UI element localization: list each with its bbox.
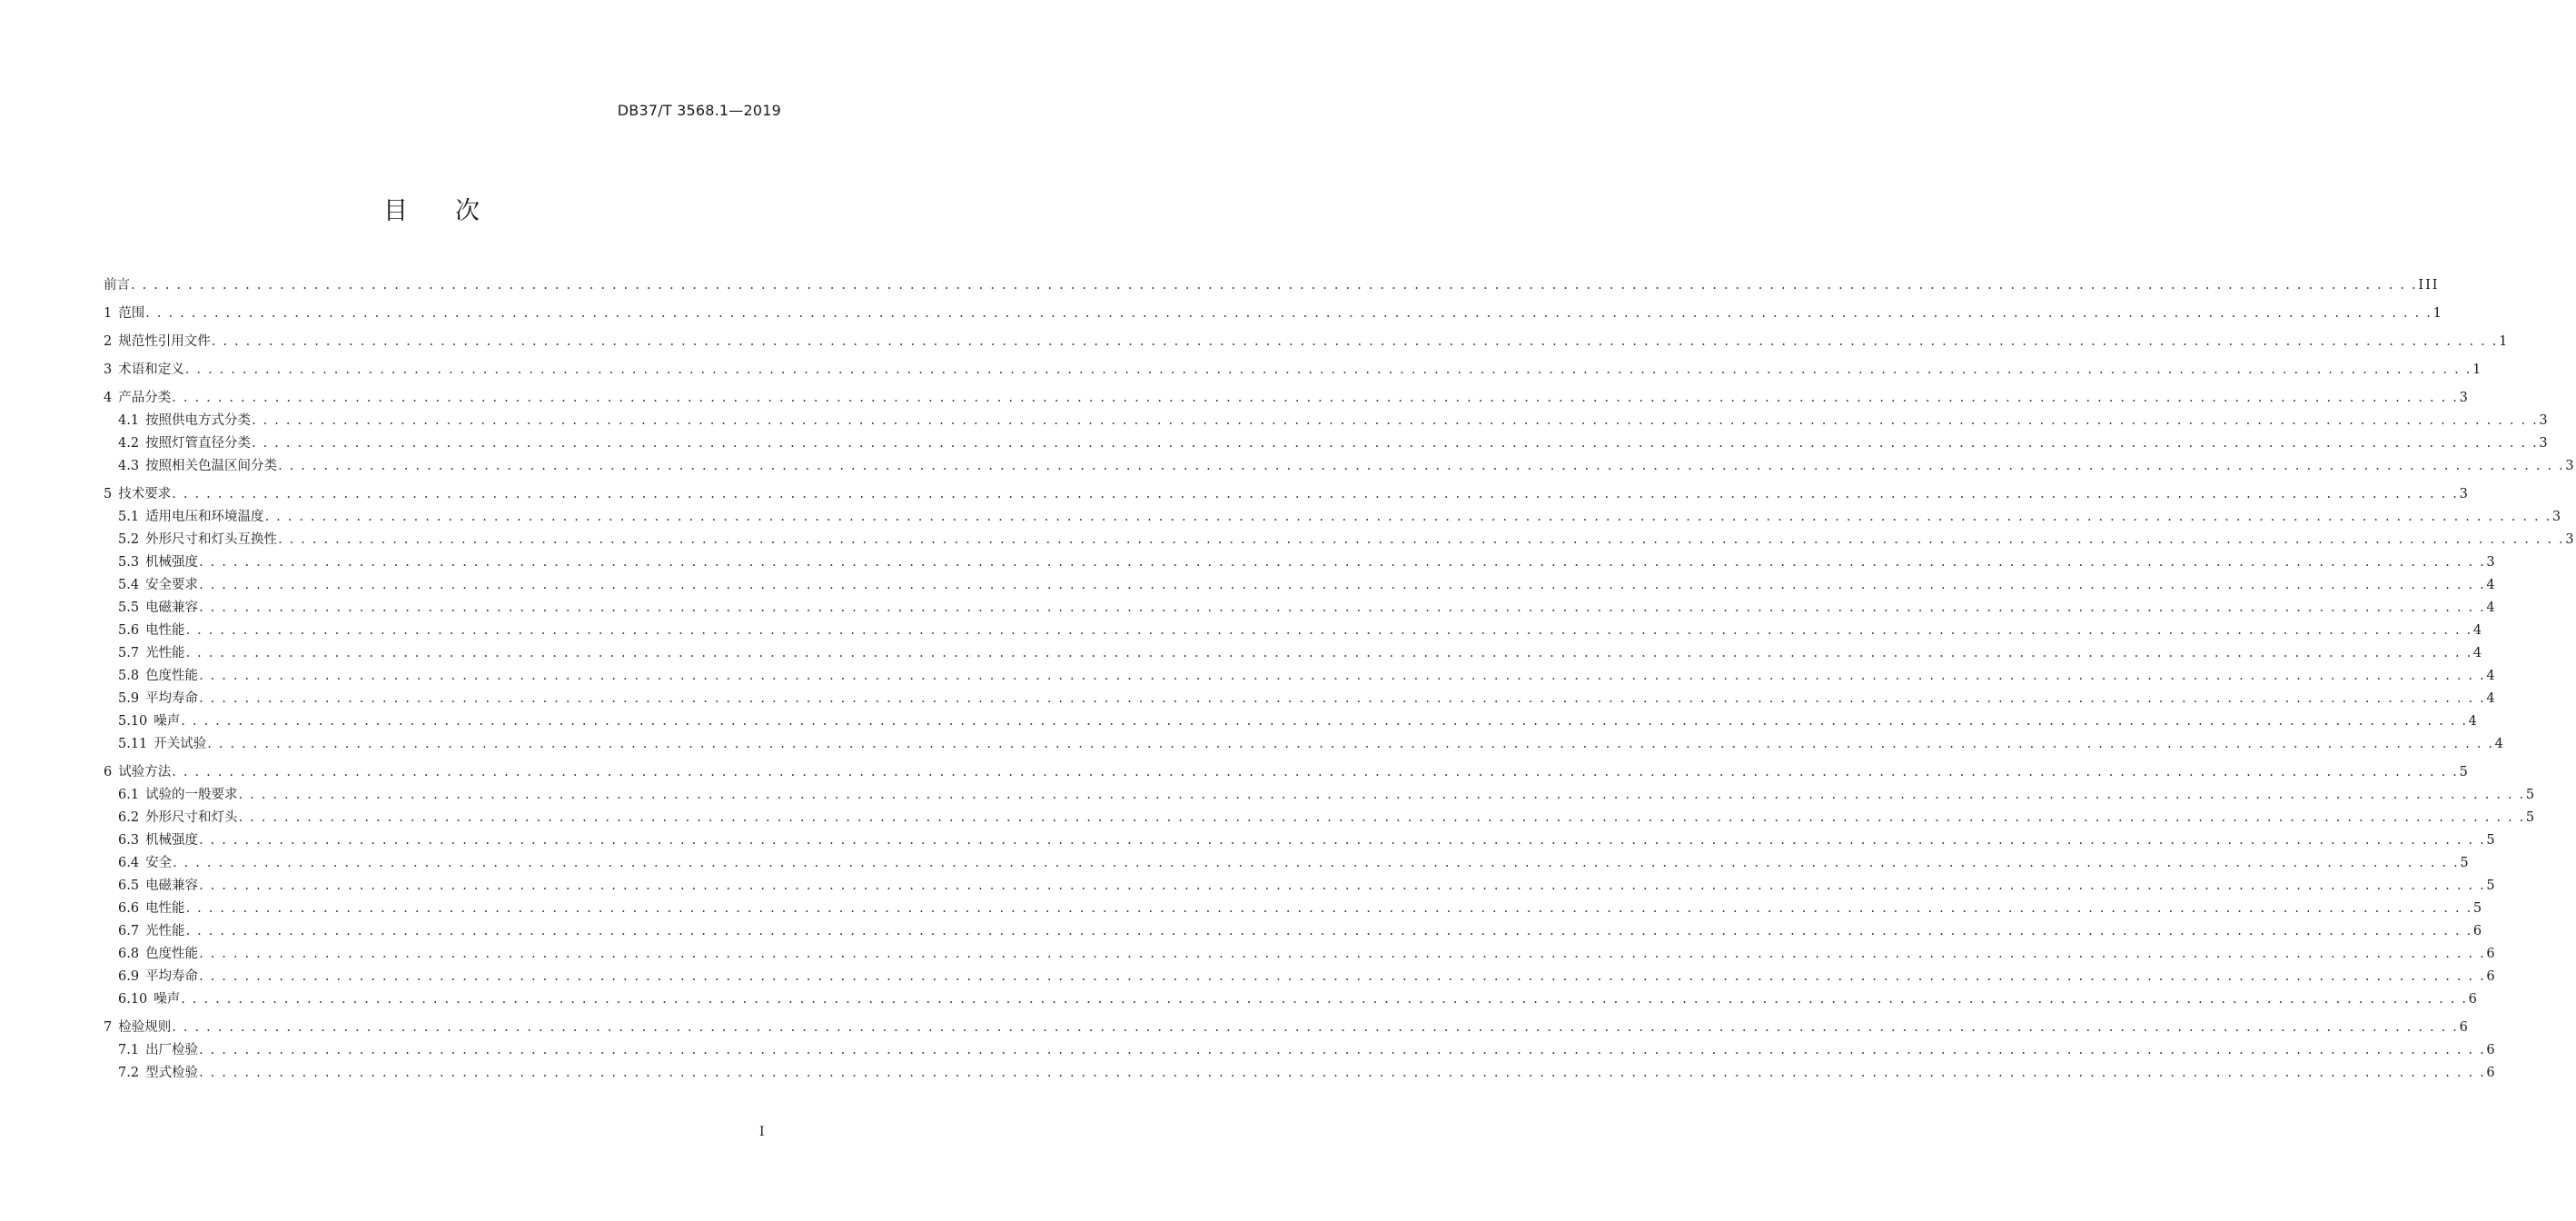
toc-entry-page: 3 (2565, 459, 2576, 473)
toc-entry-page: 4 (2472, 623, 2484, 638)
toc-dot-leader: . . . . . . . . . . . . . . . . . . . . . . . . . . . . . . . . . . . . . . . . . . . . . . . . . . . . . . . . . . . . . . . . . . . . . . . . . . . . . . . . . . . . . . . . . . . . . . . . . . . . . . . . . . . . . . . . . . . . . . . . . . . . . . . . . . . . . . . . . . . . . . . . . . . . . . . . . . . . . . . . . . . . . . . . . . . . . . . . . . . . . . . . . . . . . . . . . . . . . . . . (181, 714, 2468, 729)
toc-entry-label: 规范性引用文件 (118, 334, 211, 349)
toc-entry[interactable] (104, 761, 2470, 784)
toc-entry-number: 5.6 (118, 623, 140, 638)
toc-dot-leader: . . . . . . . . . . . . . . . . . . . . . . . . . . . . . . . . . . . . . . . . . . . . . . . . . . . . . . . . . . . . . . . . . . . . . . . . . . . . . . . . . . . . . . . . . . . . . . . . . . . . . . . . . . . . . . . . . . . . . . . . . . . . . . . . . . . . . . . . . . . . . . . . . . . . . . . . . . . . . . . . . . . . . . . . . . . . . . . . . . . . . . . . . . . . . . . . . . . . . . . . (207, 737, 2494, 751)
toc-entry-page: 1 (2472, 362, 2483, 377)
toc-entry[interactable] (104, 620, 2484, 642)
toc-entry-number: 7 (104, 1020, 113, 1035)
toc-entry-number: 6.3 (118, 833, 140, 848)
toc-entry-title (118, 688, 198, 710)
toc-entry[interactable] (104, 359, 2483, 382)
toc-entry[interactable] (104, 455, 2576, 478)
toc-entry-page: 1 (2432, 306, 2443, 321)
toc-dot-leader: . . . . . . . . . . . . . . . . . . . . . . . . . . . . . . . . . . . . . . . . . . . . . . . . . . . . . . . . . . . . . . . . . . . . . . . . . . . . . . . . . . . . . . . . . . . . . . . . . . . . . . . . . . . . . . . . . . . . . . . . . . . . . . . . . . . . . . . . . . . . . . . . . . . . . . . . . . . . . . . . . . . . . . . . . . . . . . . . . . . . . . . . . . . . . . . . . . . . . . . . (185, 901, 2472, 916)
toc-entry-page: 3 (2459, 391, 2470, 405)
toc-entry-page: 6 (2468, 992, 2479, 1007)
toc-dot-leader: . . . . . . . . . . . . . . . . . . . . . . . . . . . . . . . . . . . . . . . . . . . . . . . . . . . . . . . . . . . . . . . . . . . . . . . . . . . . . . . . . . . . . . . . . . . . . . . . . . . . . . . . . . . . . . . . . . . . . . . . . . . . . . . . . . . . . . . . . . . . . . . . . . . . . . . . . . . . . . . . . . . . . . . . . . . . . . . . . . . . . . . . . . . . . . . . . . . . . . . . (173, 856, 2460, 870)
toc-entry-label: 产品分类 (118, 391, 172, 405)
toc-entry-label: 电磁兼容 (145, 879, 199, 893)
toc-entry-page: 5 (2460, 856, 2471, 870)
toc-title-char-1: 目 (383, 197, 408, 225)
toc-entry-page: 4 (2486, 669, 2497, 683)
toc-entry-page: 4 (2486, 578, 2497, 592)
toc-entry[interactable] (104, 920, 2484, 943)
toc-entry-title (118, 807, 238, 829)
toc-entry-label: 机械强度 (145, 555, 199, 570)
toc-entry[interactable] (104, 733, 2505, 756)
toc-dot-leader: . . . . . . . . . . . . . . . . . . . . . . . . . . . . . . . . . . . . . . . . . . . . . . . . . . . . . . . . . . . . . . . . . . . . . . . . . . . . . . . . . . . . . . . . . . . . . . . . . . . . . . . . . . . . . . . . . . . . . . . . . . . . . . . . . . . . . . . . . . . . . . . . . . . . . . . . . . . . . . . . . . . . . . . . . . . . . . . . . . . . . . . . . . . . . . . . . . . . . . . . (199, 669, 2486, 683)
toc-dot-leader: . . . . . . . . . . . . . . . . . . . . . . . . . . . . . . . . . . . . . . . . . . . . . . . . . . . . . . . . . . . . . . . . . . . . . . . . . . . . . . . . . . . . . . . . . . . . . . . . . . . . . . . . . . . . . . . . . . . . . . . . . . . . . . . . . . . . . . . . . . . . . . . . . . . . . . . . . . . . . . . . . . . . . . . . . . . . . . . . . . . . . . . . . . . . . . . . . . . . . . . . (172, 765, 2459, 779)
toc-entry[interactable] (104, 943, 2497, 966)
toc-entry-title (118, 551, 198, 574)
toc-entry-label: 安全要求 (145, 578, 199, 592)
toc-entry[interactable] (104, 898, 2484, 920)
toc-entry-title (118, 620, 185, 642)
toc-entry-number: 6.8 (118, 947, 140, 961)
toc-dot-leader: . . . . . . . . . . . . . . . . . . . . . . . . . . . . . . . . . . . . . . . . . . . . . . . . . . . . . . . . . . . . . . . . . . . . . . . . . . . . . . . . . . . . . . . . . . . . . . . . . . . . . . . . . . . . . . . . . . . . . . . . . . . . . . . . . . . . . . . . . . . . . . . . . . . . . . . . . . . . . . . . . . . . . . . . . . . . . . . . . . . . . . . . . . . . . . . . . . . . . . . . (181, 992, 2468, 1007)
toc-entry-page: 3 (2551, 510, 2563, 524)
toc-entry-page: 5 (2472, 901, 2484, 916)
toc-entry-label: 术语和定义 (118, 362, 184, 377)
toc-entry-label: 试验的一般要求 (145, 788, 238, 802)
toc-entry-number: 6.9 (118, 969, 140, 984)
toc-entry-page: 4 (2494, 737, 2505, 751)
toc-dot-leader: . . . . . . . . . . . . . . . . . . . . . . . . . . . . . . . . . . . . . . . . . . . . . . . . . . . . . . . . . . . . . . . . . . . . . . . . . . . . . . . . . . . . . . . . . . . . . . . . . . . . . . . . . . . . . . . . . . . . . . . . . . . . . . . . . . . . . . . . . . . . . . . . . . . . . . . . . . . . . . . . . . . . . . . . . . . . . . . . . . . . . . . . . . . . . . . . . . . . . . . . (145, 306, 2432, 321)
toc-entry-number: 4.1 (118, 413, 140, 428)
toc-dot-leader: . . . . . . . . . . . . . . . . . . . . . . . . . . . . . . . . . . . . . . . . . . . . . . . . . . . . . . . . . . . . . . . . . . . . . . . . . . . . . . . . . . . . . . . . . . . . . . . . . . . . . . . . . . . . . . . . . . . . . . . . . . . . . . . . . . . . . . . . . . . . . . . . . . . . . . . . . . . . . . . . . . . . . . . . . . . . . . . . . . . . . . . . . . . . . . . . . . . . . . . . (199, 578, 2486, 592)
toc-entry-page: 6 (2459, 1020, 2470, 1035)
toc-entry[interactable] (104, 665, 2497, 688)
toc-entry-number: 5.8 (118, 669, 140, 683)
toc-entry[interactable] (104, 1017, 2470, 1039)
toc-dot-leader: . . . . . . . . . . . . . . . . . . . . . . . . . . . . . . . . . . . . . . . . . . . . . . . . . . . . . . . . . . . . . . . . . . . . . . . . . . . . . . . . . . . . . . . . . . . . . . . . . . . . . . . . . . . . . . . . . . . . . . . . . . . . . . . . . . . . . . . . . . . . . . . . . . . . . . . . . . . . . . . . . . . . . . . . . . . . . . . . . . . . . . . . . . . . . . . . . . . . . . . . (264, 510, 2551, 524)
toc-entry-title (104, 274, 130, 297)
toc-entry-page: 4 (2486, 691, 2497, 706)
toc-entry[interactable] (104, 710, 2479, 733)
toc-entry[interactable] (104, 807, 2537, 829)
toc-entry-page: 3 (2486, 555, 2497, 570)
toc-entry-label: 开关试验 (154, 737, 207, 751)
toc-dot-leader: . . . . . . . . . . . . . . . . . . . . . . . . . . . . . . . . . . . . . . . . . . . . . . . . . . . . . . . . . . . . . . . . . . . . . . . . . . . . . . . . . . . . . . . . . . . . . . . . . . . . . . . . . . . . . . . . . . . . . . . . . . . . . . . . . . . . . . . . . . . . . . . . . . . . . . . . . . . . . . . . . . . . . . . . . . . . . . . . . . . . . . . . . . . . . . . . . . . . . . . . (199, 601, 2486, 615)
toc-entry-number: 5.3 (118, 555, 140, 570)
toc-title-char-2: 次 (455, 197, 480, 225)
toc-dot-leader: . . . . . . . . . . . . . . . . . . . . . . . . . . . . . . . . . . . . . . . . . . . . . . . . . . . . . . . . . . . . . . . . . . . . . . . . . . . . . . . . . . . . . . . . . . . . . . . . . . . . . . . . . . . . . . . . . . . . . . . . . . . . . . . . . . . . . . . . . . . . . . . . . . . . . . . . . . . . . . . . . . . . . . . . . . . . . . . . . . . . . . . . . . . . . . . . . . . . . . . . (172, 1020, 2459, 1035)
toc-entry-title (118, 529, 277, 551)
toc-entry-label: 适用电压和环境温度 (145, 510, 264, 524)
toc-entry-label: 按照供电方式分类 (145, 413, 252, 428)
toc-dot-leader: . . . . . . . . . . . . . . . . . . . . . . . . . . . . . . . . . . . . . . . . . . . . . . . . . . . . . . . . . . . . . . . . . . . . . . . . . . . . . . . . . . . . . . . . . . . . . . . . . . . . . . . . . . . . . . . . . . . . . . . . . . . . . . . . . . . . . . . . . . . . . . . . . . . . . . . . . . . . . . . . . . . . . . . . . . . . . . . . . . . . . . . . . . . . . . . . . . . . . . . . (199, 879, 2486, 893)
toc-entry[interactable] (104, 597, 2497, 620)
toc-entry-label: 检验规则 (118, 1020, 172, 1035)
toc-entry-label: 机械强度 (145, 833, 199, 848)
toc-entry-label: 噪声 (154, 992, 181, 1007)
toc-entry-page: 4 (2486, 601, 2497, 615)
toc-entry-title (118, 920, 185, 943)
toc-dot-leader: . . . . . . . . . . . . . . . . . . . . . . . . . . . . . . . . . . . . . . . . . . . . . . . . . . . . . . . . . . . . . . . . . . . . . . . . . . . . . . . . . . . . . . . . . . . . . . . . . . . . . . . . . . . . . . . . . . . . . . . . . . . . . . . . . . . . . . . . . . . . . . . . . . . . . . . . . . . . . . . . . . . . . . . . . . . . . . . . . . . . . . . . . . . . . . . . . . . . . . . . (199, 691, 2486, 706)
toc-dot-leader: . . . . . . . . . . . . . . . . . . . . . . . . . . . . . . . . . . . . . . . . . . . . . . . . . . . . . . . . . . . . . . . . . . . . . . . . . . . . . . . . . . . . . . . . . . . . . . . . . . . . . . . . . . . . . . . . . . . . . . . . . . . . . . . . . . . . . . . . . . . . . . . . . . . . . . . . . . . . . . . . . . . . . . . . . . . . . . . . . . . . . . . . . . . . . . . . . . . . . . . . (199, 1043, 2486, 1057)
toc-dot-leader: . . . . . . . . . . . . . . . . . . . . . . . . . . . . . . . . . . . . . . . . . . . . . . . . . . . . . . . . . . . . . . . . . . . . . . . . . . . . . . . . . . . . . . . . . . . . . . . . . . . . . . . . . . . . . . . . . . . . . . . . . . . . . . . . . . . . . . . . . . . . . . . . . . . . . . . . . . . . . . . . . . . . . . . . . . . . . . . . . . . . . . . . . . . . . . . . . . . . . . . . (199, 1066, 2486, 1080)
toc-entry-title (118, 597, 198, 620)
toc-entry-number: 6.10 (118, 992, 148, 1007)
toc-entry[interactable] (104, 410, 2550, 432)
toc-entry-number: 5.10 (118, 714, 148, 729)
toc-entry-label: 范围 (118, 306, 145, 321)
toc-dot-leader: . . . . . . . . . . . . . . . . . . . . . . . . . . . . . . . . . . . . . . . . . . . . . . . . . . . . . . . . . . . . . . . . . . . . . . . . . . . . . . . . . . . . . . . . . . . . . . . . . . . . . . . . . . . . . . . . . . . . . . . . . . . . . . . . . . . . . . . . . . . . . . . . . . . . . . . . . . . . . . . . . . . . . . . . . . . . . . . . . . . . . . . . . . . . . . . . . . . . . . . . (211, 334, 2499, 349)
toc-entry-number: 5.5 (118, 601, 140, 615)
toc-dot-leader: . . . . . . . . . . . . . . . . . . . . . . . . . . . . . . . . . . . . . . . . . . . . . . . . . . . . . . . . . . . . . . . . . . . . . . . . . . . . . . . . . . . . . . . . . . . . . . . . . . . . . . . . . . . . . . . . . . . . . . . . . . . . . . . . . . . . . . . . . . . . . . . . . . . . . . . . . . . . . . . . . . . . . . . . . . . . . . . . . . . . . . . . . . . . . . . . . . . . . . . . (185, 623, 2472, 638)
toc-entry-page: 4 (2472, 646, 2484, 660)
toc-dot-leader: . . . . . . . . . . . . . . . . . . . . . . . . . . . . . . . . . . . . . . . . . . . . . . . . . . . . . . . . . . . . . . . . . . . . . . . . . . . . . . . . . . . . . . . . . . . . . . . . . . . . . . . . . . . . . . . . . . . . . . . . . . . . . . . . . . . . . . . . . . . . . . . . . . . . . . . . . . . . . . . . . . . . . . . . . . . . . . . . . . . . . . . . . . . . . . . . . . . . . . . . (199, 947, 2486, 961)
toc-dot-leader: . . . . . . . . . . . . . . . . . . . . . . . . . . . . . . . . . . . . . . . . . . . . . . . . . . . . . . . . . . . . . . . . . . . . . . . . . . . . . . . . . . . . . . . . . . . . . . . . . . . . . . . . . . . . . . . . . . . . . . . . . . . . . . . . . . . . . . . . . . . . . . . . . . . . . . . . . . . . . . . . . . . . . . . . . . . . . . . . . . . . . . . . . . . . . . . . . . . . . . . . (185, 646, 2472, 660)
toc-entry-title (118, 733, 206, 756)
toc-entry-page: III (2418, 278, 2440, 293)
toc-entry-title (118, 875, 198, 898)
toc-entry-number: 6.4 (118, 856, 140, 870)
toc-entry-label: 按照相关色温区间分类 (145, 459, 278, 473)
toc-entry[interactable] (104, 688, 2497, 710)
toc-entry-title (118, 432, 251, 455)
toc-dot-leader: . . . . . . . . . . . . . . . . . . . . . . . . . . . . . . . . . . . . . . . . . . . . . . . . . . . . . . . . . . . . . . . . . . . . . . . . . . . . . . . . . . . . . . . . . . . . . . . . . . . . . . . . . . . . . . . . . . . . . . . . . . . . . . . . . . . . . . . . . . . . . . . . . . . . . . . . . . . . . . . . . . . . . . . . . . . . . . . . . . . . . . . . . . . . . . . . . . . . . . . . (238, 810, 2525, 825)
toc-entry[interactable] (104, 303, 2443, 325)
toc-entry-label: 平均寿命 (145, 969, 199, 984)
toc-entry-number: 6.7 (118, 924, 140, 938)
toc-entry-number: 5.2 (118, 532, 140, 547)
toc-entry-label: 色度性能 (145, 669, 199, 683)
toc-entry-label: 色度性能 (145, 947, 199, 961)
toc-entry-page: 6 (2472, 924, 2484, 938)
toc-entry-title (118, 506, 264, 529)
toc-entry-number: 5.4 (118, 578, 140, 592)
toc-entry-number: 6 (104, 765, 113, 779)
toc-entry-title (104, 303, 144, 325)
toc-entry-page: 5 (2486, 879, 2497, 893)
toc-entry-title (118, 943, 198, 966)
toc-entry-number: 2 (104, 334, 113, 349)
toc-entry-page: 3 (2565, 532, 2576, 547)
toc-entry[interactable] (104, 829, 2497, 852)
toc-entry[interactable] (104, 274, 2440, 297)
toc-entry-label: 平均寿命 (145, 691, 199, 706)
toc-entry[interactable] (104, 642, 2484, 665)
toc-entry-label: 电性能 (145, 623, 185, 638)
toc-entry-label: 型式检验 (145, 1066, 199, 1080)
toc-entry-page: 6 (2486, 947, 2497, 961)
toc-entry-title (118, 455, 277, 478)
toc-entry-label: 出厂检验 (145, 1043, 199, 1057)
toc-entry-page: 3 (2539, 436, 2550, 451)
toc-entry-title (118, 784, 238, 807)
toc-entry[interactable] (104, 506, 2563, 529)
toc-entry-title (118, 988, 180, 1011)
toc-entry-label: 电磁兼容 (145, 601, 199, 615)
toc-entry-title (104, 331, 211, 353)
toc-entry-page: 6 (2486, 1066, 2497, 1080)
toc-dot-leader: . . . . . . . . . . . . . . . . . . . . . . . . . . . . . . . . . . . . . . . . . . . . . . . . . . . . . . . . . . . . . . . . . . . . . . . . . . . . . . . . . . . . . . . . . . . . . . . . . . . . . . . . . . . . . . . . . . . . . . . . . . . . . . . . . . . . . . . . . . . . . . . . . . . . . . . . . . . . . . . . . . . . . . . . . . . . . . . . . . . . . . . . . . . . . . . . . . . . . . . . (131, 278, 2418, 293)
toc-entry-title (118, 966, 198, 988)
toc-dot-leader: . . . . . . . . . . . . . . . . . . . . . . . . . . . . . . . . . . . . . . . . . . . . . . . . . . . . . . . . . . . . . . . . . . . . . . . . . . . . . . . . . . . . . . . . . . . . . . . . . . . . . . . . . . . . . . . . . . . . . . . . . . . . . . . . . . . . . . . . . . . . . . . . . . . . . . . . . . . . . . . . . . . . . . . . . . . . . . . . . . . . . . . . . . . . . . . . . . . . . . . . (172, 391, 2459, 405)
toc-entry-label: 光性能 (145, 924, 185, 938)
toc-entry-number: 4 (104, 391, 113, 405)
document-code: DB37/T 3568.1—2019 (617, 102, 781, 119)
toc-dot-leader: . . . . . . . . . . . . . . . . . . . . . . . . . . . . . . . . . . . . . . . . . . . . . . . . . . . . . . . . . . . . . . . . . . . . . . . . . . . . . . . . . . . . . . . . . . . . . . . . . . . . . . . . . . . . . . . . . . . . . . . . . . . . . . . . . . . . . . . . . . . . . . . . . . . . . . . . . . . . . . . . . . . . . . . . . . . . . . . . . . . . . . . . . . . . . . . . . . . . . . . . (199, 969, 2486, 984)
toc-dot-leader: . . . . . . . . . . . . . . . . . . . . . . . . . . . . . . . . . . . . . . . . . . . . . . . . . . . . . . . . . . . . . . . . . . . . . . . . . . . . . . . . . . . . . . . . . . . . . . . . . . . . . . . . . . . . . . . . . . . . . . . . . . . . . . . . . . . . . . . . . . . . . . . . . . . . . . . . . . . . . . . . . . . . . . . . . . . . . . . . . . . . . . . . . . . . . . . . . . . . . . . . (184, 362, 2472, 377)
toc-entry-page: 5 (2525, 810, 2537, 825)
toc-entry-label: 噪声 (154, 714, 181, 729)
toc-entry[interactable] (104, 574, 2497, 597)
toc-entry-title (118, 852, 172, 875)
toc-entry-number: 5.1 (118, 510, 140, 524)
toc-entry-number: 1 (104, 306, 113, 321)
toc-entry-page: 4 (2468, 714, 2479, 729)
toc-entry[interactable] (104, 483, 2470, 506)
toc-entry-title (104, 359, 184, 382)
toc-entry-title (118, 1039, 198, 1062)
toc-entry[interactable] (104, 387, 2470, 410)
toc-entry-number: 7.1 (118, 1043, 140, 1057)
toc-entry-label: 光性能 (145, 646, 185, 660)
toc-entry-number: 6.2 (118, 810, 140, 825)
toc-entry-title (104, 761, 171, 784)
toc-dot-leader: . . . . . . . . . . . . . . . . . . . . . . . . . . . . . . . . . . . . . . . . . . . . . . . . . . . . . . . . . . . . . . . . . . . . . . . . . . . . . . . . . . . . . . . . . . . . . . . . . . . . . . . . . . . . . . . . . . . . . . . . . . . . . . . . . . . . . . . . . . . . . . . . . . . . . . . . . . . . . . . . . . . . . . . . . . . . . . . . . . . . . . . . . . . . . . . . . . . . . . . . (278, 532, 2565, 547)
toc-entry-page: 6 (2486, 969, 2497, 984)
toc-entry-page: 5 (2459, 765, 2470, 779)
toc-entry-title (118, 829, 198, 852)
toc-entry-title (118, 710, 180, 733)
toc-entry[interactable] (104, 432, 2550, 455)
toc-entry-label: 技术要求 (118, 487, 172, 501)
toc-entry[interactable] (104, 875, 2497, 898)
toc-entry[interactable] (104, 852, 2471, 875)
toc-entry-number: 6.5 (118, 879, 140, 893)
toc-entry-number: 6.1 (118, 788, 140, 802)
toc-entry-label: 电性能 (145, 901, 185, 916)
toc-entry-title (104, 1017, 171, 1039)
toc-entry-title (118, 898, 185, 920)
toc-dot-leader: . . . . . . . . . . . . . . . . . . . . . . . . . . . . . . . . . . . . . . . . . . . . . . . . . . . . . . . . . . . . . . . . . . . . . . . . . . . . . . . . . . . . . . . . . . . . . . . . . . . . . . . . . . . . . . . . . . . . . . . . . . . . . . . . . . . . . . . . . . . . . . . . . . . . . . . . . . . . . . . . . . . . . . . . . . . . . . . . . . . . . . . . . . . . . . . . . . . . . . . . (172, 487, 2459, 501)
toc-entry[interactable] (104, 529, 2576, 551)
toc-dot-leader: . . . . . . . . . . . . . . . . . . . . . . . . . . . . . . . . . . . . . . . . . . . . . . . . . . . . . . . . . . . . . . . . . . . . . . . . . . . . . . . . . . . . . . . . . . . . . . . . . . . . . . . . . . . . . . . . . . . . . . . . . . . . . . . . . . . . . . . . . . . . . . . . . . . . . . . . . . . . . . . . . . . . . . . . . . . . . . . . . . . . . . . . . . . . . . . . . . . . . . . . (185, 924, 2472, 938)
toc-entry-page: 5 (2486, 833, 2497, 848)
toc-entry-label: 试验方法 (118, 765, 172, 779)
toc-entry-number: 6.6 (118, 901, 140, 916)
toc-dot-leader: . . . . . . . . . . . . . . . . . . . . . . . . . . . . . . . . . . . . . . . . . . . . . . . . . . . . . . . . . . . . . . . . . . . . . . . . . . . . . . . . . . . . . . . . . . . . . . . . . . . . . . . . . . . . . . . . . . . . . . . . . . . . . . . . . . . . . . . . . . . . . . . . . . . . . . . . . . . . . . . . . . . . . . . . . . . . . . . . . . . . . . . . . . . . . . . . . . . . . . . . (278, 459, 2565, 473)
toc-entry-title (118, 410, 251, 432)
toc-entry-number: 3 (104, 362, 113, 377)
toc-title (0, 191, 863, 226)
toc-dot-leader: . . . . . . . . . . . . . . . . . . . . . . . . . . . . . . . . . . . . . . . . . . . . . . . . . . . . . . . . . . . . . . . . . . . . . . . . . . . . . . . . . . . . . . . . . . . . . . . . . . . . . . . . . . . . . . . . . . . . . . . . . . . . . . . . . . . . . . . . . . . . . . . . . . . . . . . . . . . . . . . . . . . . . . . . . . . . . . . . . . . . . . . . . . . . . . . . . . . . . . . . (199, 833, 2486, 848)
toc-entry-title (118, 642, 185, 665)
toc-entry-number: 5.7 (118, 646, 140, 660)
toc-entry[interactable] (104, 784, 2537, 807)
toc-entry-title (104, 483, 171, 506)
toc-entry-title (118, 574, 198, 597)
toc-entry-number: 5 (104, 487, 113, 501)
toc-entry[interactable] (104, 551, 2497, 574)
toc-dot-leader: . . . . . . . . . . . . . . . . . . . . . . . . . . . . . . . . . . . . . . . . . . . . . . . . . . . . . . . . . . . . . . . . . . . . . . . . . . . . . . . . . . . . . . . . . . . . . . . . . . . . . . . . . . . . . . . . . . . . . . . . . . . . . . . . . . . . . . . . . . . . . . . . . . . . . . . . . . . . . . . . . . . . . . . . . . . . . . . . . . . . . . . . . . . . . . . . . . . . . . . . (252, 436, 2539, 451)
toc-dot-leader: . . . . . . . . . . . . . . . . . . . . . . . . . . . . . . . . . . . . . . . . . . . . . . . . . . . . . . . . . . . . . . . . . . . . . . . . . . . . . . . . . . . . . . . . . . . . . . . . . . . . . . . . . . . . . . . . . . . . . . . . . . . . . . . . . . . . . . . . . . . . . . . . . . . . . . . . . . . . . . . . . . . . . . . . . . . . . . . . . . . . . . . . . . . . . . . . . . . . . . . . (252, 413, 2539, 428)
toc-entry[interactable] (104, 988, 2479, 1011)
toc-entry-title (118, 1062, 198, 1085)
toc-entry-number: 5.11 (118, 737, 148, 751)
toc-entry-number: 7.2 (118, 1066, 140, 1080)
toc-entry-label: 前言 (104, 278, 130, 293)
toc-entry-label: 安全 (145, 856, 173, 870)
page-folio: I (759, 1125, 765, 1139)
toc-entry-label: 外形尺寸和灯头互换性 (145, 532, 278, 547)
toc-entry-page: 1 (2499, 334, 2510, 349)
toc-dot-leader: . . . . . . . . . . . . . . . . . . . . . . . . . . . . . . . . . . . . . . . . . . . . . . . . . . . . . . . . . . . . . . . . . . . . . . . . . . . . . . . . . . . . . . . . . . . . . . . . . . . . . . . . . . . . . . . . . . . . . . . . . . . . . . . . . . . . . . . . . . . . . . . . . . . . . . . . . . . . . . . . . . . . . . . . . . . . . . . . . . . . . . . . . . . . . . . . . . . . . . . . (238, 788, 2525, 802)
toc-entry-page: 3 (2539, 413, 2550, 428)
toc-entry-label: 外形尺寸和灯头 (145, 810, 238, 825)
toc-entry-title (118, 665, 198, 688)
toc-entry-number: 4.2 (118, 436, 140, 451)
toc-entry-page: 6 (2486, 1043, 2497, 1057)
toc-entry-number: 4.3 (118, 459, 140, 473)
toc-entry-label: 按照灯管直径分类 (145, 436, 252, 451)
toc-entry[interactable] (104, 331, 2510, 353)
toc-entry[interactable] (104, 1039, 2497, 1062)
toc-dot-leader: . . . . . . . . . . . . . . . . . . . . . . . . . . . . . . . . . . . . . . . . . . . . . . . . . . . . . . . . . . . . . . . . . . . . . . . . . . . . . . . . . . . . . . . . . . . . . . . . . . . . . . . . . . . . . . . . . . . . . . . . . . . . . . . . . . . . . . . . . . . . . . . . . . . . . . . . . . . . . . . . . . . . . . . . . . . . . . . . . . . . . . . . . . . . . . . . . . . . . . . . (199, 555, 2486, 570)
toc-entry-number: 5.9 (118, 691, 140, 706)
toc-entry[interactable] (104, 1062, 2497, 1085)
toc-entry-title (104, 387, 171, 410)
toc-entry-page: 5 (2525, 788, 2537, 802)
toc-entry-page: 3 (2459, 487, 2470, 501)
table-of-contents (104, 274, 2576, 1085)
toc-entry[interactable] (104, 966, 2497, 988)
